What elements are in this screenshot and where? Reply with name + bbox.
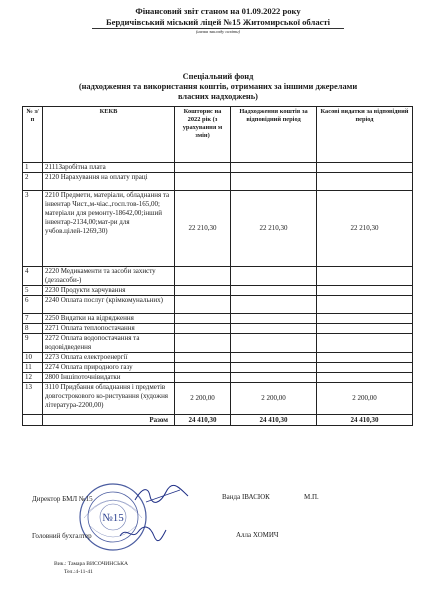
row-income xyxy=(231,163,317,173)
total-spent: 24 410,30 xyxy=(317,415,413,426)
executor-line: Вик.: Тамара ВИСОЧИНСЬКА xyxy=(54,561,129,567)
row-number: 12 xyxy=(23,373,43,383)
row-number: 13 xyxy=(23,383,43,415)
accountant-signature xyxy=(118,524,168,542)
col-header-spent: Касові видатки за відповідний період xyxy=(317,107,413,163)
row-spent xyxy=(317,286,413,296)
finance-table xyxy=(22,106,413,426)
row-spent xyxy=(317,334,413,353)
accountant-name: Алла ХОМИЧ xyxy=(236,531,279,539)
table-row xyxy=(23,363,413,373)
accountant-label: Головний бухгалтер xyxy=(32,532,92,540)
row-spent xyxy=(317,296,413,314)
row-plan xyxy=(175,163,231,173)
row-plan xyxy=(175,267,231,286)
row-spent xyxy=(317,314,413,324)
row-income xyxy=(231,334,317,353)
row-number: 6 xyxy=(23,296,43,314)
table-row xyxy=(23,286,413,296)
row-spent xyxy=(317,353,413,363)
row-income xyxy=(231,173,317,191)
row-number: 9 xyxy=(23,334,43,353)
director-signature xyxy=(132,484,192,506)
table-row xyxy=(23,373,413,383)
row-number: 4 xyxy=(23,267,43,286)
row-kekv: 2250 Видатки на відрядження xyxy=(43,314,175,324)
total-income: 24 410,30 xyxy=(231,415,317,426)
row-income xyxy=(231,286,317,296)
row-plan xyxy=(175,286,231,296)
col-header-income: Надходження коштів за відповідний період xyxy=(231,107,317,163)
stamp-number: №15 xyxy=(102,512,124,524)
row-plan xyxy=(175,314,231,324)
row-kekv: 2274 Оплата природного газу xyxy=(43,363,175,373)
table-header-row xyxy=(23,107,413,163)
row-plan xyxy=(175,373,231,383)
row-kekv: 2273 Оплата електроенергії xyxy=(43,353,175,363)
row-number: 10 xyxy=(23,353,43,363)
row-plan xyxy=(175,324,231,334)
row-kekv: 2111Заробітна плата xyxy=(43,163,175,173)
table-row xyxy=(23,334,413,353)
row-kekv: 3110 Придбання обладнання і предметів довгострокового ко-ристування (художня література-2200,00) xyxy=(43,383,175,415)
row-plan: 22 210,30 xyxy=(175,191,231,267)
row-plan xyxy=(175,296,231,314)
row-plan: 2 200,00 xyxy=(175,383,231,415)
row-income xyxy=(231,314,317,324)
col-header-number: № з/п xyxy=(23,107,43,163)
row-kekv: 2800 Іншіпоточнівидатки xyxy=(43,373,175,383)
row-number: 3 xyxy=(23,191,43,267)
row-spent xyxy=(317,173,413,191)
table-row xyxy=(23,191,413,267)
institution-name: Бердичівський міський ліцей №15 Житомирської області xyxy=(105,17,331,27)
table-row xyxy=(23,353,413,363)
row-income xyxy=(231,373,317,383)
phone-line: Тел.:4-11-41 xyxy=(64,569,93,575)
table-row xyxy=(23,296,413,314)
row-income xyxy=(231,267,317,286)
total-label: Разом xyxy=(43,415,175,426)
row-kekv: 2271 Оплата теплопостачання xyxy=(43,324,175,334)
row-number: 1 xyxy=(23,163,43,173)
row-number: 8 xyxy=(23,324,43,334)
row-spent xyxy=(317,363,413,373)
row-kekv: 2272 Оплата водопостачання та водовідведення xyxy=(43,334,175,353)
row-kekv: 2120 Нарахування на оплату праці xyxy=(43,173,175,191)
table-row xyxy=(23,383,413,415)
section-subtitle-2: власних надходжень) xyxy=(178,92,258,101)
col-header-plan: Кошторис на 2022 рік (з урахування м змін) xyxy=(175,107,231,163)
row-kekv: 2210 Предмети, матеріали, обладнання та інвентар Чист.,м-чіас.,госп.тов-165,00; матеріали для ремонту-18642,00;інший інвентар-2134,00;мат-ри для учбов.цілей-1269,30) xyxy=(43,191,175,267)
row-spent xyxy=(317,373,413,383)
table-row xyxy=(23,267,413,286)
row-income xyxy=(231,363,317,373)
row-plan xyxy=(175,334,231,353)
row-spent: 22 210,30 xyxy=(317,191,413,267)
table-total-row xyxy=(23,415,413,426)
row-spent: 2 200,00 xyxy=(317,383,413,415)
row-income xyxy=(231,353,317,363)
row-number: 2 xyxy=(23,173,43,191)
director-name: Ванда ІВАСЮК xyxy=(222,493,270,501)
table-row xyxy=(23,173,413,191)
director-label: Директор БМЛ №15 xyxy=(32,495,93,503)
row-income xyxy=(231,324,317,334)
row-number: 5 xyxy=(23,286,43,296)
table-row xyxy=(23,314,413,324)
col-header-kekv: КЕКВ xyxy=(43,107,175,163)
row-income: 22 210,30 xyxy=(231,191,317,267)
section-title: Спеціальний фонд xyxy=(182,72,254,81)
row-plan xyxy=(175,363,231,373)
row-kekv: 2230 Продукти харчування xyxy=(43,286,175,296)
table-row xyxy=(23,324,413,334)
row-kekv: 2220 Медикаменти та засоби захисту (деззасоби-) xyxy=(43,267,175,286)
section-subtitle-1: (надходження та використання коштів, отриманих за іншими джерелами xyxy=(78,82,358,91)
institution-caption: (назва закладу освіти) xyxy=(195,29,241,34)
row-income xyxy=(231,296,317,314)
row-plan xyxy=(175,173,231,191)
row-plan xyxy=(175,353,231,363)
table-row xyxy=(23,163,413,173)
row-spent xyxy=(317,267,413,286)
report-title: Фінансовий звіт станом на 01.09.2022 року xyxy=(135,6,301,16)
total-number-cell xyxy=(23,415,43,426)
row-kekv: 2240 Оплата послуг (крімкомунальних) xyxy=(43,296,175,314)
row-spent xyxy=(317,163,413,173)
row-number: 7 xyxy=(23,314,43,324)
row-income: 2 200,00 xyxy=(231,383,317,415)
total-plan: 24 410,30 xyxy=(175,415,231,426)
row-number: 11 xyxy=(23,363,43,373)
row-spent xyxy=(317,324,413,334)
stamp-place-mark: М.П. xyxy=(304,493,319,501)
